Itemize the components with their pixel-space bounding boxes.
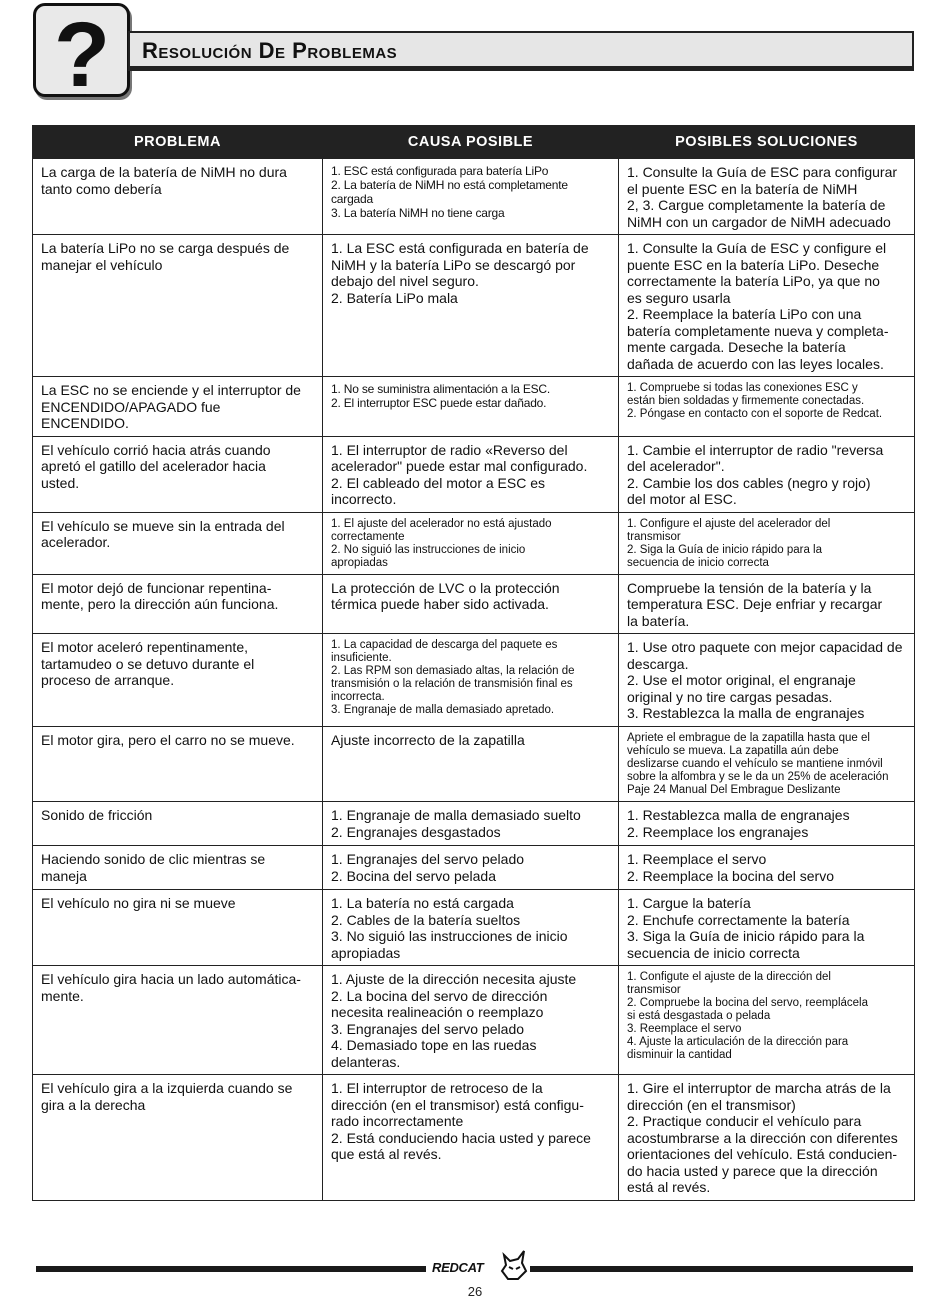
cell-text-line: 2. Bocina del servo pelada (331, 867, 496, 884)
page-title: Resolución De Problemas (142, 38, 398, 63)
solution-cell (619, 966, 915, 1075)
cause-cell (323, 966, 619, 1075)
cell-text-line: original y no tire cargas pesadas. (627, 688, 833, 705)
cell-text-line: 1. Restablezca malla de engranajes (627, 807, 850, 823)
problem-cell (33, 512, 323, 574)
cell-text-line: 3. Engranaje de malla demasiado apretado. (331, 704, 555, 716)
problem-cell (33, 634, 323, 727)
table-row (33, 846, 915, 890)
cell-text-line: El vehículo no gira ni se mueve (41, 895, 236, 911)
cell-text-line: correctamente la batería LiPo, ya que no (627, 273, 880, 289)
cell-text-line: 2. El cableado del motor a ESC es (331, 474, 546, 491)
cell-text-line: apretó el gatillo del acelerador hacia (41, 458, 266, 474)
cell-text-line: El motor aceleró repentinamente, (41, 639, 248, 655)
cell-text-line: 2. Cambie los dos cables (negro y rojo) (627, 474, 871, 491)
cell-text-line: 1. Configure el ajuste del acelerador del (627, 517, 831, 530)
cat-head-icon (498, 1247, 528, 1283)
cell-text-line: dirección (en el transmisor) está configu- (331, 1096, 584, 1113)
cell-text-line: 2, 3. Cargue completamente la batería de (627, 197, 886, 213)
cell-text-line: 3. Siga la Guía de inicio rápido para la (627, 928, 865, 944)
table-header-row (33, 126, 915, 159)
solution-cell (619, 159, 915, 235)
problem-cell (33, 846, 323, 890)
solution-cell (619, 1075, 915, 1201)
cell-text-line: 2. Enchufe correctamente la batería (627, 911, 850, 928)
cell-text-line: El vehículo corrió hacia atrás cuando (41, 441, 271, 458)
cell-text-line: apropiadas (331, 556, 388, 569)
cell-text-line: 1. Consulte la Guía de ESC para configurar (627, 164, 898, 180)
cell-text-line: tanto como debería (41, 180, 162, 197)
cause-cell (323, 235, 619, 377)
cell-text-line: 1. Consulte la Guía de ESC y configure el (627, 240, 887, 256)
problem-cell (33, 966, 323, 1075)
help-question-icon (33, 3, 130, 97)
cell-text-line: secuencia de inicio correcta (627, 944, 800, 961)
cell-text-line: si está desgastada o pelada (627, 1010, 771, 1022)
table-row (33, 1075, 915, 1201)
cell-text-line: gira a la derecha (41, 1096, 146, 1113)
column-header-solutions: POSIBLES SOLUCIONES (619, 126, 915, 159)
table-row (33, 574, 915, 634)
cell-text-line: Apriete el embrague de la zapatilla hasta que el (627, 732, 870, 744)
footer-rule-right (530, 1266, 913, 1272)
cell-text-line: Sonido de fricción (41, 807, 153, 823)
cell-text-line: 1. No se suministra alimentación a la ESC. (331, 382, 551, 396)
cell-text-line: orientaciones del vehículo. Está conducien- (627, 1146, 898, 1162)
solution-cell (619, 512, 915, 574)
cell-text-line: La batería LiPo no se carga después de (41, 240, 290, 256)
cell-text-line: La ESC no se enciende y el interruptor de (41, 382, 301, 398)
cause-cell (323, 512, 619, 574)
cause-cell (323, 159, 619, 235)
cell-text-line: 3. La batería NiMH no tiene carga (331, 206, 505, 220)
cell-text-line: 2. Póngase en contacto con el soporte de Redcat. (627, 408, 883, 420)
solution-cell (619, 846, 915, 890)
cell-text-line: deslizarse cuando el vehículo se mantiene inmóvil (627, 758, 883, 770)
cell-text-line: 1. Ajuste de la dirección necesita ajuste (331, 971, 577, 987)
cause-cell (323, 574, 619, 634)
cell-text-line: apropiadas (331, 944, 401, 961)
redcat-logo: REDCAT (430, 1247, 528, 1283)
cell-text-line: disminuir la cantidad (627, 1049, 732, 1061)
cell-text-line: 2. Batería LiPo mala (331, 289, 458, 306)
cell-text-line: puente ESC en la batería LiPo. Deseche (627, 256, 880, 273)
cell-text-line: do hacia usted y parece que la dirección (627, 1162, 878, 1179)
cell-text-line: 3. No siguió las instrucciones de inicio (331, 928, 568, 944)
cell-text-line: 2. La batería de NiMH no está completamente (331, 178, 568, 192)
solution-cell (619, 574, 915, 634)
cell-text-line: insuficiente. (331, 652, 392, 664)
cell-text-line: acostumbrarse a la dirección con diferentes (627, 1129, 898, 1146)
table-row (33, 727, 915, 802)
cell-text-line: Paje 24 Manual Del Embrague Deslizante (627, 784, 841, 796)
cell-text-line: la batería. (627, 612, 690, 629)
troubleshooting-table (32, 125, 915, 1201)
cell-text-line: cargada (331, 192, 373, 206)
cell-text-line: 1. El interruptor de radio «Reverso del (331, 441, 568, 458)
cell-text-line: 1. Reemplace el servo (627, 851, 767, 867)
cell-text-line: del motor al ESC. (627, 491, 737, 507)
cause-cell (323, 846, 619, 890)
cell-text-line: La carga de la batería de NiMH no dura (41, 164, 287, 180)
cell-text-line: 2. No siguió las instrucciones de inicio (331, 543, 526, 556)
cell-text-line: 1. La batería no está cargada (331, 895, 514, 911)
cell-text-line: que está al revés. (331, 1146, 442, 1162)
cell-text-line: 1. Use otro paquete con mejor capacidad de (627, 639, 903, 655)
solution-cell (619, 890, 915, 966)
cell-text-line: descarga. (627, 655, 689, 672)
cause-cell (323, 377, 619, 437)
cell-text-line: 4. Demasiado tope en las ruedas (331, 1037, 537, 1053)
cell-text-line: 2. Compruebe la bocina del servo, reemplácela (627, 997, 868, 1009)
cause-cell (323, 634, 619, 727)
table-row (33, 802, 915, 846)
cell-text-line: incorrecta. (331, 691, 385, 703)
cell-text-line: El vehículo gira a la izquierda cuando se (41, 1080, 293, 1096)
cell-text-line: 1. Cargue la batería (627, 895, 751, 911)
problem-cell (33, 802, 323, 846)
solution-cell (619, 436, 915, 512)
cell-text-line: 1. Engranaje de malla demasiado suelto (331, 807, 581, 823)
table-row (33, 890, 915, 966)
cell-text-line: El vehículo gira hacia un lado automática- (41, 971, 301, 987)
cell-text-line: tartamudeo o se detuvo durante el (41, 655, 255, 672)
cell-text-line: El motor dejó de funcionar repentina- (41, 579, 272, 596)
cell-text-line: transmisor (627, 530, 681, 543)
cell-text-line: 1. Compruebe si todas las conexiones ESC y (627, 382, 858, 394)
cause-cell (323, 436, 619, 512)
cell-text-line: 1. Engranajes del servo pelado (331, 851, 525, 867)
solution-cell (619, 727, 915, 802)
solution-cell (619, 802, 915, 846)
footer-rule-left (36, 1266, 426, 1272)
cell-text-line: dirección (en el transmisor) (627, 1096, 796, 1113)
column-header-cause: CAUSA POSIBLE (323, 126, 619, 159)
page-number: 26 (467, 1284, 483, 1299)
cell-text-line: 3. Engranajes del servo pelado (331, 1020, 525, 1037)
table-row (33, 512, 915, 574)
cell-text-line: El motor gira, pero el carro no se mueve. (41, 732, 295, 748)
cause-cell (323, 1075, 619, 1201)
problem-cell (33, 235, 323, 377)
cell-text-line: 2. Siga la Guía de inicio rápido para la (627, 543, 822, 556)
cell-text-line: 1. El ajuste del acelerador no está ajustado (331, 517, 552, 530)
cell-text-line: 2. Reemplace los engranajes (627, 823, 809, 840)
problem-cell (33, 159, 323, 235)
column-header-problem: PROBLEMA (33, 126, 323, 159)
cell-text-line: secuencia de inicio correcta (627, 556, 769, 569)
cell-text-line: batería completamente nueva y completa- (627, 322, 889, 339)
cell-text-line: 3. Reemplace el servo (627, 1023, 742, 1035)
cell-text-line: 4. Ajuste la articulación de la dirección para (627, 1036, 849, 1048)
cell-text-line: es seguro usarla (627, 289, 731, 306)
cell-text-line: 2. El interruptor ESC puede estar dañado. (331, 396, 547, 410)
cell-text-line: 1. La capacidad de descarga del paquete es (331, 639, 558, 651)
problem-cell (33, 377, 323, 437)
cell-text-line: necesita realineación o reemplazo (331, 1004, 544, 1020)
cause-cell (323, 890, 619, 966)
cell-text-line: 2. Reemplace la batería LiPo con una (627, 306, 862, 322)
solution-cell (619, 634, 915, 727)
problem-cell (33, 574, 323, 634)
cell-text-line: Haciendo sonido de clic mientras se (41, 851, 266, 867)
cell-text-line: está al revés. (627, 1179, 711, 1195)
problem-cell (33, 727, 323, 802)
cell-text-line: 3. Restablezca la malla de engranajes (627, 705, 865, 721)
cell-text-line: 2. Las RPM son demasiado altas, la relación de (331, 665, 575, 677)
cell-text-line: NiMH y la batería LiPo se descargó por (331, 256, 576, 273)
solution-cell (619, 235, 915, 377)
cell-text-line: 2. La bocina del servo de dirección (331, 987, 548, 1004)
cell-text-line: manejar el vehículo (41, 256, 163, 273)
svg-text:?: ? (53, 10, 111, 94)
cell-text-line: transmisor (627, 984, 681, 996)
cell-text-line: Compruebe la tensión de la batería y la (627, 579, 872, 596)
cell-text-line: están bien soldadas y firmemente conectadas. (627, 395, 865, 407)
cell-text-line: rado incorrectamente (331, 1113, 464, 1129)
problem-cell (33, 436, 323, 512)
cell-text-line: ENCENDIDO/APAGADO fue (41, 398, 221, 415)
cell-text-line: dañada de acuerdo con las leyes locales. (627, 355, 884, 372)
cell-text-line: ENCENDIDO. (41, 415, 129, 431)
cell-text-line: incorrecto. (331, 491, 397, 507)
cell-text-line: 1. ESC está configurada para batería LiPo (331, 164, 549, 178)
cell-text-line: 2. Reemplace la bocina del servo (627, 867, 835, 884)
cause-cell (323, 802, 619, 846)
cell-text-line: proceso de arranque. (41, 672, 175, 688)
table-row (33, 436, 915, 512)
cell-text-line: La protección de LVC o la protección (331, 579, 560, 596)
cell-text-line: delanteras. (331, 1053, 401, 1070)
cell-text-line: correctamente (331, 530, 405, 543)
cell-text-line: del acelerador". (627, 458, 725, 474)
cell-text-line: térmica puede haber sido activada. (331, 596, 549, 612)
cell-text-line: sobre la alfombra y se le da un 25% de aceleración (627, 771, 889, 783)
cell-text-line: acelerador. (41, 534, 111, 550)
cell-text-line: transmisión o la relación de transmisión final es (331, 678, 573, 690)
cell-text-line: debajo del nivel seguro. (331, 273, 479, 289)
cell-text-line: mente. (41, 987, 84, 1004)
cell-text-line: vehículo se mueva. La zapatilla aún debe (627, 745, 839, 757)
cell-text-line: 2. Practique conducir el vehículo para (627, 1113, 862, 1129)
cell-text-line: 1. La ESC está configurada en batería de (331, 240, 589, 256)
cell-text-line: 2. Cables de la batería sueltos (331, 911, 521, 928)
cell-text-line: 1. Cambie el interruptor de radio "reversa (627, 441, 884, 458)
problem-cell (33, 1075, 323, 1201)
cell-text-line: temperatura ESC. Deje enfriar y recargar (627, 596, 883, 612)
cell-text-line: maneja (41, 867, 87, 884)
table-row (33, 634, 915, 727)
cause-cell (323, 727, 619, 802)
cell-text-line: el puente ESC en la batería de NiMH (627, 180, 858, 197)
cell-text-line: NiMH con un cargador de NiMH adecuado (627, 213, 891, 230)
table-row (33, 377, 915, 437)
cell-text-line: mente, pero la dirección aún funciona. (41, 596, 279, 612)
solution-cell (619, 377, 915, 437)
cell-text-line: 2. Use el motor original, el engranaje (627, 672, 856, 688)
cell-text-line: Ajuste incorrecto de la zapatilla (331, 732, 525, 748)
table-row (33, 159, 915, 235)
cell-text-line: mente cargada. Deseche la batería (627, 339, 846, 355)
table-row (33, 966, 915, 1075)
cell-text-line: 2. Está conduciendo hacia usted y parece (331, 1129, 591, 1146)
cell-text-line: 1. El interruptor de retroceso de la (331, 1080, 543, 1096)
cell-text-line: El vehículo se mueve sin la entrada del (41, 517, 285, 534)
problem-cell (33, 890, 323, 966)
page-header (128, 31, 914, 71)
table-row (33, 235, 915, 377)
cell-text-line: 1. Configute el ajuste de la dirección del (627, 971, 831, 983)
cell-text-line: 1. Gire el interruptor de marcha atrás de la (627, 1080, 891, 1096)
cell-text-line: usted. (41, 474, 80, 491)
cell-text-line: acelerador" puede estar mal configurado. (331, 458, 588, 474)
cell-text-line: 2. Engranajes desgastados (331, 823, 501, 840)
